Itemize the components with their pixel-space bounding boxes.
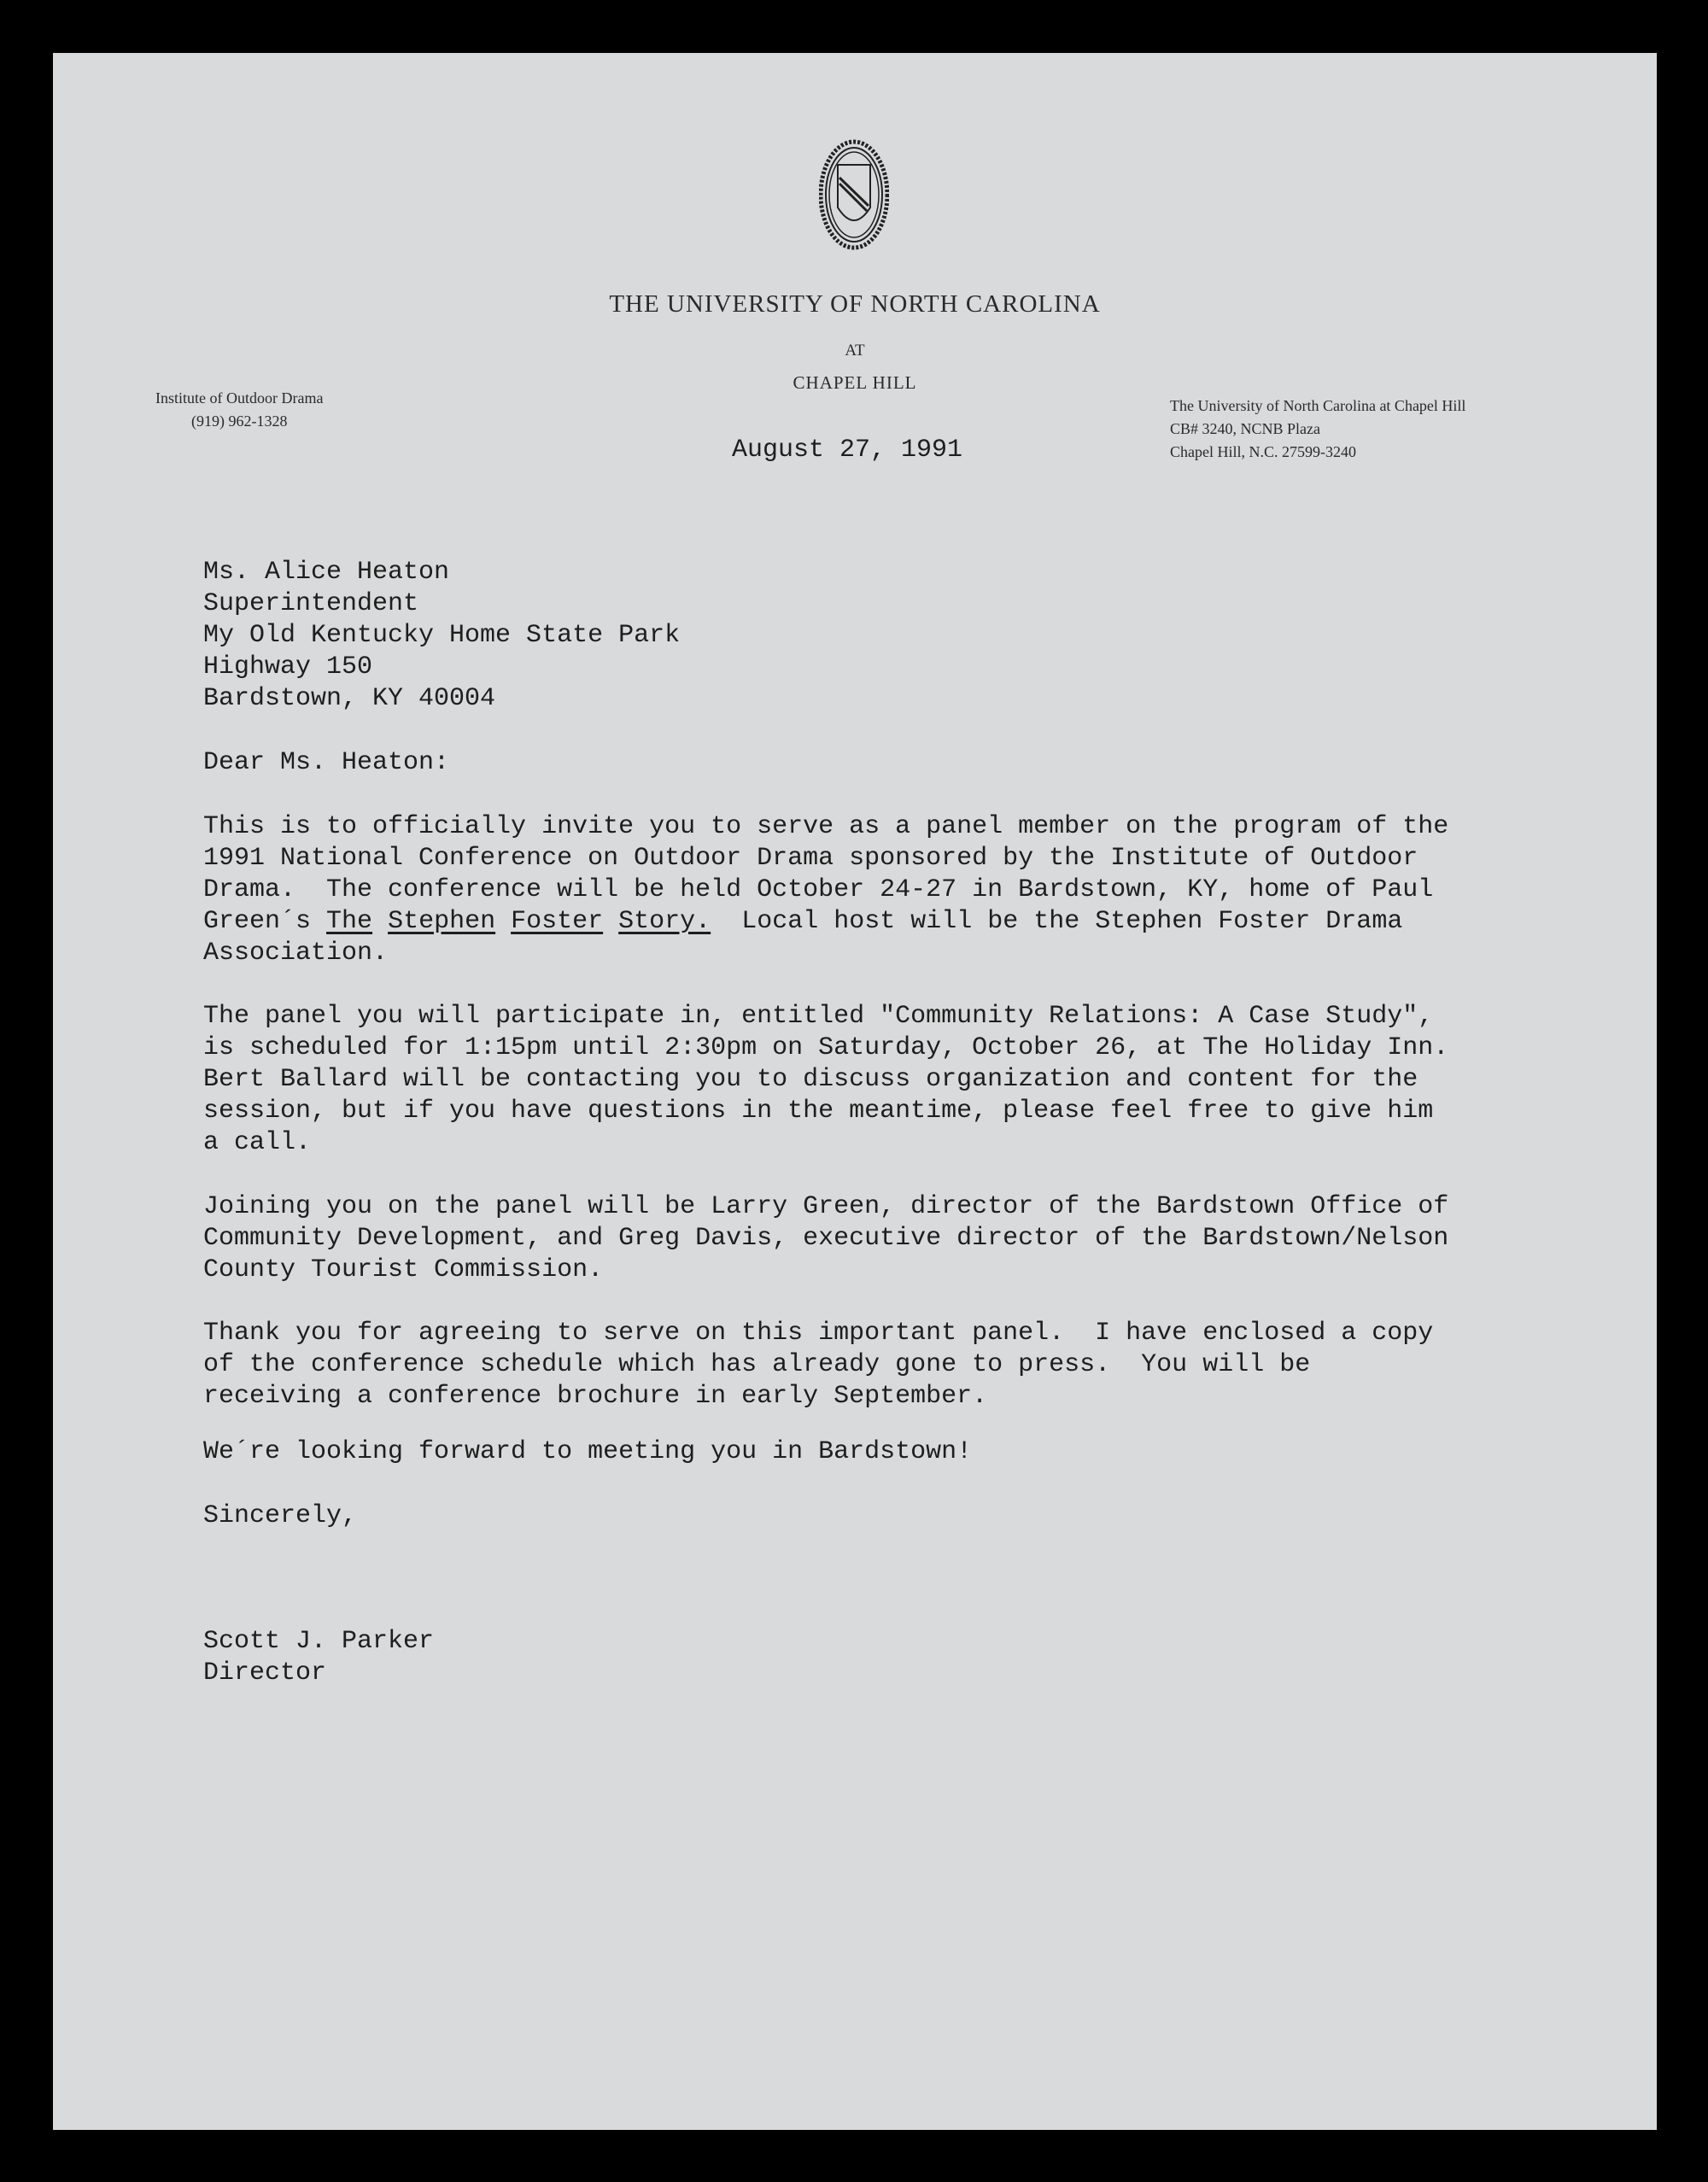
paragraph-line: is scheduled for 1:15pm until 2:30pm on Saturday, October 26, at The Holiday Inn. — [203, 1033, 1449, 1062]
underlined-title-word: Stephen — [388, 907, 496, 936]
paragraph-line: a call. — [203, 1128, 312, 1157]
signature-block — [203, 1626, 434, 1689]
recipient-line: Ms. Alice Heaton — [203, 558, 450, 587]
recipient-line: Superintendent — [203, 589, 419, 618]
paragraph-line: County Tourist Commission. — [203, 1255, 604, 1284]
paragraph-1 — [203, 811, 1448, 969]
paragraph-3 — [203, 1191, 1448, 1286]
university-seal-icon — [819, 139, 889, 250]
letter-date: August 27, 1991 — [732, 436, 963, 465]
underlined-title-word: Foster — [511, 907, 604, 936]
letterhead-at: AT — [845, 342, 865, 360]
recipient-line: Bardstown, KY 40004 — [203, 684, 496, 713]
letterhead-place: CHAPEL HILL — [793, 372, 917, 393]
paragraph-line: 1991 National Conference on Outdoor Drama sponsored by the Institute of Outdoor — [203, 844, 1418, 873]
salutation: Dear Ms. Heaton: — [203, 748, 450, 777]
signoff: Sincerely, — [203, 1501, 358, 1530]
recipient-line: My Old Kentucky Home State Park — [203, 621, 681, 650]
paragraph-line: Community Development, and Greg Davis, executive director of the Bardstown/Nelson — [203, 1224, 1449, 1253]
recipient-line: Highway 150 — [203, 652, 373, 682]
signer-name: Scott J. Parker — [203, 1627, 435, 1656]
university-name: THE UNIVERSITY OF NORTH CAROLINA — [609, 290, 1101, 318]
address-line: CB# 3240, NCNB Plaza — [1170, 420, 1321, 437]
paragraph-line: Drama. The conference will be held October 24-27 in Bardstown, KY, home of Paul — [203, 875, 1434, 904]
department-block — [155, 387, 323, 433]
text-segment: Local host will be the Stephen Foster Drama — [711, 907, 1403, 936]
paragraph-line: Association. — [203, 939, 389, 968]
text-segment: Green´s — [203, 907, 327, 936]
paragraph-line: session, but if you have questions in the meantime, please feel free to give him — [203, 1097, 1434, 1126]
letter-page — [53, 53, 1657, 2130]
closing-line: We´re looking forward to meeting you in Bardstown! — [203, 1437, 973, 1466]
signer-title: Director — [203, 1658, 327, 1688]
paragraph-line: Bert Ballard will be contacting you to discuss organization and content for the — [203, 1065, 1418, 1094]
recipient-address — [203, 557, 680, 715]
paragraph-line: receiving a conference brochure in early September. — [203, 1382, 988, 1411]
university-address-block — [1170, 395, 1465, 464]
underlined-title-word: The — [326, 907, 373, 936]
address-line: Chapel Hill, N.C. 27599-3240 — [1170, 443, 1356, 460]
department-name: Institute of Outdoor Drama — [155, 389, 324, 407]
underlined-title-word: Story. — [618, 907, 711, 936]
department-phone: (919) 962-1328 — [190, 412, 288, 430]
paragraph-2 — [203, 1001, 1448, 1159]
paragraph-line: This is to officially invite you to serve as a panel member on the program of the — [203, 812, 1449, 841]
paragraph-line: Thank you for agreeing to serve on this important panel. I have enclosed a copy — [203, 1319, 1434, 1348]
address-line: The University of North Carolina at Chapel Hill — [1170, 397, 1466, 414]
paragraph-line — [203, 906, 1448, 938]
paragraph-line: Joining you on the panel will be Larry Green, director of the Bardstown Office of — [203, 1192, 1449, 1221]
paragraph-4 — [203, 1318, 1433, 1413]
paragraph-line: of the conference schedule which has already gone to press. You will be — [203, 1350, 1311, 1379]
paragraph-line: The panel you will participate in, entitled "Community Relations: A Case Study", — [203, 1002, 1434, 1031]
